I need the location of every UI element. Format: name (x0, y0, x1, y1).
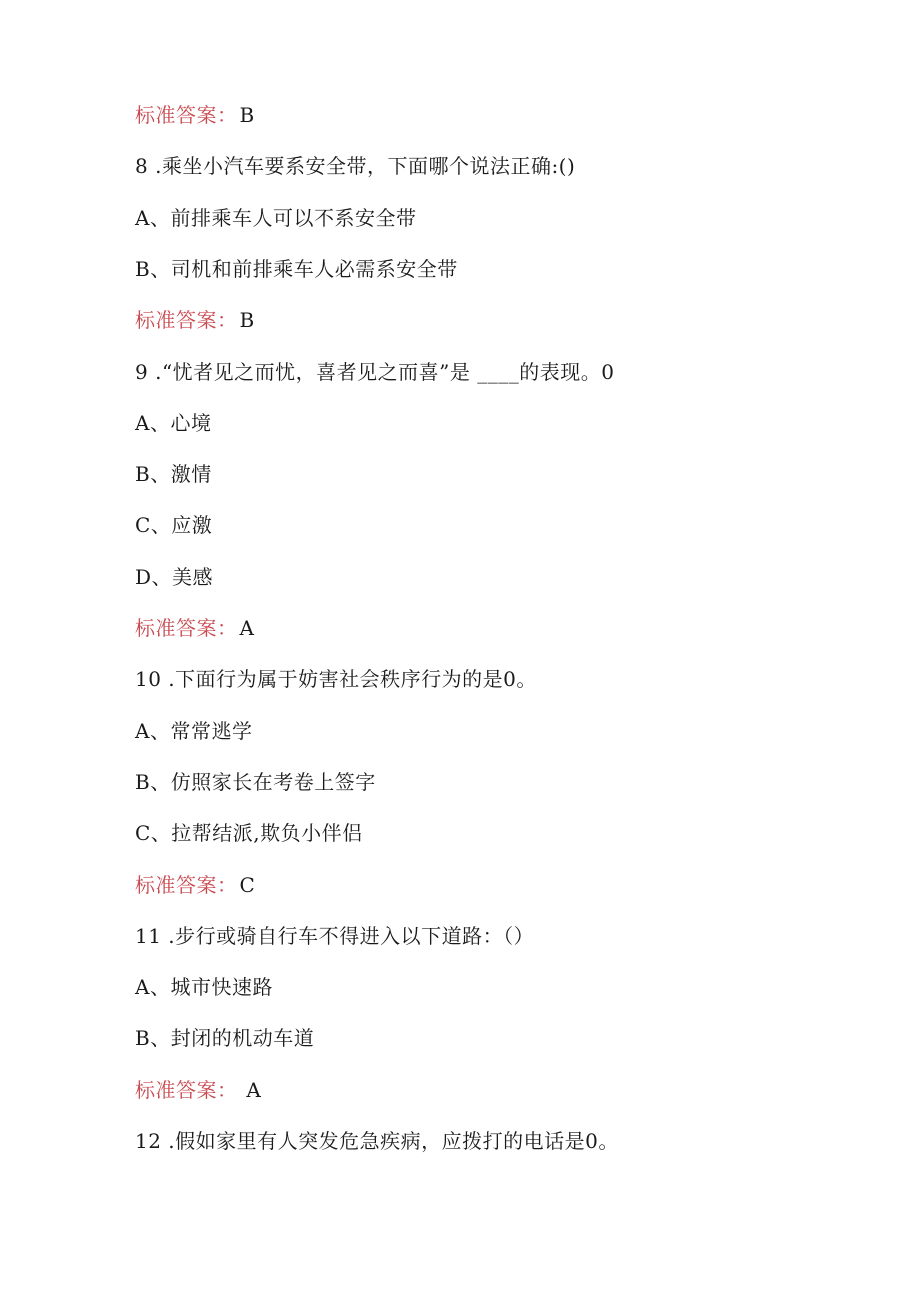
answer-option: C、应激 (135, 513, 213, 538)
answer-option: A、心境 (135, 410, 212, 435)
answer-value: B (239, 103, 255, 127)
answer-value: A (239, 616, 255, 640)
answer-label: 标准答案： (135, 616, 238, 640)
answer-option: B、封闭的机动车道 (135, 1026, 315, 1051)
answer-label: 标准答案： (135, 103, 238, 127)
answer-label: 标准答案： (135, 308, 238, 333)
answer-option: B、司机和前排乘车人必需系安全带 (135, 256, 458, 281)
standard-answer (135, 307, 255, 333)
answer-label: 标准答案： (135, 1077, 238, 1102)
answer-label: 标准答案： (135, 872, 238, 897)
answer-option: A、常常逃学 (135, 718, 253, 743)
answer-option: B、激情 (135, 462, 212, 487)
answer-option: B、仿照家长在考卷上签字 (135, 769, 376, 794)
question-text: 11 .步行或骑自行车不得进入以下道路：（） (135, 923, 535, 948)
answer-value: A (239, 1077, 262, 1102)
answer-value: C (239, 872, 256, 897)
question-text: 12 .假如家里有人突发危急疾病，应拨打的电话是0。 (135, 1129, 619, 1153)
answer-option: D、美感 (135, 564, 214, 589)
standard-answer (135, 1077, 261, 1103)
question-text: 10 .下面行为属于妨害社会秩序行为的是0。 (135, 667, 537, 692)
standard-answer (135, 872, 255, 898)
standard-answer (135, 102, 255, 128)
standard-answer (135, 615, 254, 641)
answer-value: B (239, 308, 255, 333)
question-text: 8 .乘坐小汽车要系安全带，下面哪个说法正确:() (135, 154, 576, 179)
question-text: 9 .“忧者见之而忧，喜者见之而喜”是 ____的表现。0 (135, 359, 615, 384)
answer-option: C、拉帮结派,欺负小伴侣 (135, 821, 363, 846)
answer-option: A、城市快速路 (135, 975, 273, 1000)
answer-option: A、前排乘车人可以不系安全带 (135, 205, 417, 230)
